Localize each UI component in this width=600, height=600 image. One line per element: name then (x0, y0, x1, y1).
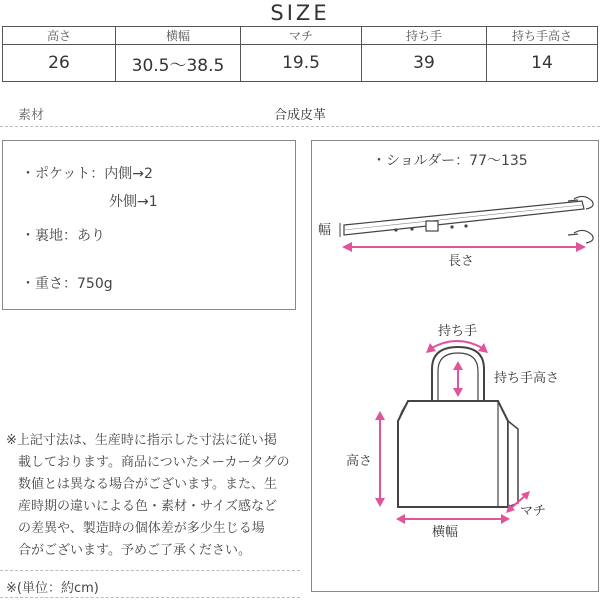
shoulder-text: ・ショルダー：77〜135 (372, 153, 528, 169)
header-gusset: マチ (241, 27, 362, 45)
size-table-header-row (3, 27, 598, 45)
value-handle: 39 (362, 45, 487, 82)
lining-text: ・裏地：あり (21, 228, 105, 244)
pocket-outer: 外側→1 (109, 194, 158, 210)
material-row (0, 96, 600, 127)
note-line-6: 合がございます。予めご了承ください。 (18, 543, 251, 558)
note-line-5: の差異や、製造時の個体差が多少生じる場 (18, 521, 265, 536)
bag-diagram (312, 141, 598, 591)
header-handle: 持ち手 (362, 27, 487, 45)
header-width: 横幅 (116, 27, 241, 45)
handle-height-arrow (453, 361, 463, 397)
bag-width-arrow (396, 514, 510, 524)
handle-label: 持ち手 (438, 324, 478, 339)
material-label: 素材 (18, 108, 45, 123)
value-gusset: 19.5 (241, 45, 362, 82)
disclaimer-note (6, 430, 296, 562)
diagram-box (311, 140, 599, 592)
unit-divider-bottom (0, 597, 300, 598)
size-table (2, 26, 598, 82)
material-value: 合成皮革 (273, 108, 326, 123)
length-arrow (342, 242, 586, 252)
handle-arrowhead-right (478, 343, 488, 353)
header-height: 高さ (3, 27, 116, 45)
bag-width-label: 横幅 (432, 525, 459, 540)
note-line-4: 産時期の違いによる色・素材・サイズ感など (18, 499, 277, 514)
height-label: 高さ (346, 454, 373, 469)
handle-arrowhead-left (426, 343, 436, 353)
unit-divider-top (0, 570, 300, 571)
shoulder-strap-illustration (344, 196, 593, 243)
note-line-1: ※上記寸法は、生産時に指示した寸法に従い掲 (6, 433, 277, 448)
strap-width-label: 幅 (318, 223, 332, 238)
note-line-2: 載しております。商品についたメーカータグの (18, 455, 290, 470)
size-table-value-row (3, 45, 598, 82)
value-handle-height: 14 (487, 45, 598, 82)
note-line-3: 数値とは異なる場合がございます。また、生 (18, 477, 277, 492)
value-height: 26 (3, 45, 116, 82)
weight-text: ・重さ：750g (21, 276, 113, 292)
handle-height-label: 持ち手高さ (494, 371, 560, 386)
header-handle-height: 持ち手高さ (487, 27, 598, 45)
gusset-label: マチ (520, 504, 547, 519)
height-arrow (375, 411, 385, 507)
pocket-label: ・ポケット：内側→2 (21, 166, 153, 182)
value-width: 30.5〜38.5 (116, 45, 241, 82)
details-box (2, 140, 296, 310)
unit-text: ※(単位：約cm) (6, 581, 99, 596)
page-title: SIZE (270, 1, 330, 25)
length-label: 長さ (448, 254, 475, 269)
